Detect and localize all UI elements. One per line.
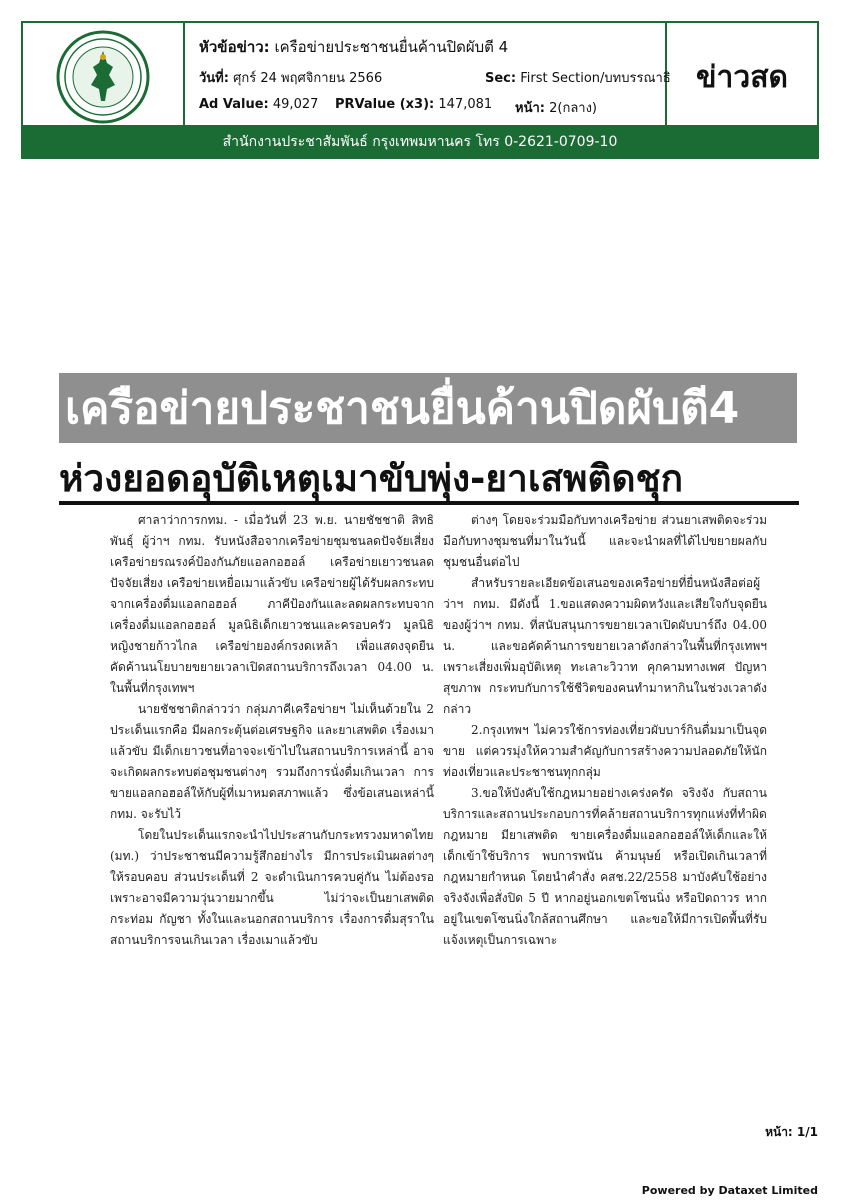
source-tag: ข่าวสด	[696, 59, 788, 95]
date-row: วันที่: ศุกร์ 24 พฤศจิกายน 2566	[199, 71, 383, 86]
article-column-right	[443, 510, 767, 951]
powered-by: Powered by Dataxet Limited	[641, 1184, 818, 1197]
paragraph: ศาลาว่าการกทม. - เมื่อวันที่ 23 พ.ย. นายชัชชาติ สิทธิพันธุ์ ผู้ว่าฯ กทม. รับหนังสือจากเครือข่ายชุมชนลดปัจจัยเสี่ยง เครือข่ายรณรงค์ป้องกันภัยแอลกอฮอล์ เครือข่ายเยาวชนลดปัจจัยเสี่ยง เครือข่ายเหยื่อเมาแล้วขับ เครือข่ายผู้ได้รับผลกระทบจากเครื่องดื่มแอลกอฮอล์ ภาคีป้องกันและลดผลกระทบจากเครื่องดื่มแอลกอฮอล์ มูลนิธิเด็กเยาวชนและครอบครัว มูลนิธิหญิงชายก้าวไกล เครือข่ายองค์กรงดเหล้า เพื่อแสดงจุดยืนคัดค้านนโยบายขยายเวลาเปิดสถานบริการถึงเวลา 04.00 น. ในพื้นที่กรุงเทพฯ	[110, 513, 434, 695]
office-bar: สำนักงานประชาสัมพันธ์ กรุงเทพมหานคร โทร 0-2621-0709-10	[21, 125, 819, 159]
clipping-header	[21, 21, 819, 133]
paragraph: โดยในประเด็นแรกจะนำไปประสานกับกระทรวงมหาดไทย (มท.) ว่าประชาชนมีความรู้สึกอย่างไร มีการประเมินผลต่างๆ ให้รอบคอบ ส่วนประเด็นที่ 2 จะดำเนินการควบคู่กัน ไม่ต้องรอ เพราะอาจมีความวุ่นวายมากขึ้น ไม่ว่าจะเป็นยาเสพติด กระท่อม กัญชา ทั้งในและนอกสถานบริการ เรื่องการดื่มสุราในสถานบริการจนเกินเวลา เรื่องเมาแล้วขับ	[110, 828, 434, 947]
headline-secondary: ห่วงยอดอุบัติเหตุเมาขับพุ่ง-ยาเสพติดชุก	[59, 449, 799, 505]
clipping-info	[185, 23, 671, 131]
section-row: Sec: First Section/บทบรรณาธิ	[485, 71, 671, 86]
paragraph: นายชัชชาติกล่าวว่า กลุ่มภาคีเครือข่ายฯ ไม่เห็นด้วยใน 2 ประเด็นแรกคือ มีผลกระตุ้นต่อเศรษฐกิจ และยาเสพติด เรื่องเมาแล้วขับ มีเด็กเยาวชนที่อาจจะเข้าไปในสถานบริการเหล่านี้ อาจจะเกิดผลกระทบต่อชุมชนต่างๆ รวมถึงการนั่งดื่มเกินเวลา การขายแอลกอฮอล์ให้กับผู้ที่เมาหมดสภาพแล้ว ซึ่งข้อเสนอเหล่านี้ กทม. จะรับไว้	[110, 702, 434, 821]
paragraph: ต่างๆ โดยจะร่วมมือกับทางเครือข่าย ส่วนยาเสพติดจะร่วมมือกับทางชุมชนที่มาในวันนี้ และจะนำผลที่ได้ไปขยายผลกับชุมชนอื่นต่อไป	[443, 513, 767, 569]
article-column-left	[110, 510, 434, 951]
paragraph: สำหรับรายละเอียดข้อเสนอของเครือข่ายที่ยื่นหนังสือต่อผู้ว่าฯ กทม. มีดังนี้ 1.ขอแสดงความผิดหวังและเสียใจกับจุดยืนของผู้ว่าฯ กทม. ที่สนับสนุนการขยายเวลาเปิดผับบาร์ถึง 04.00 น. และขอคัดค้านการขยายเวลาดังกล่าวในพื้นที่กรุงเทพฯ เพราะเสี่ยงเพิ่มอุบัติเหตุ ทะเลาะวิวาท คุกคามทางเพศ ปัญหาสุขภาพ กระทบกับการใช้ชีวิตของคนทำมาหากินในช่วงเวลาดังกล่าว	[443, 576, 767, 716]
page-row: หน้า: 2(กลาง)	[515, 101, 598, 116]
headline-row: หัวข้อข่าว: เครือข่ายประชาชนยื่นค้านปิดผับตี 4	[199, 38, 509, 56]
paragraph: 2.กรุงเทพฯ ไม่ควรใช้การท่องเที่ยวผับบาร์กินดื่มมาเป็นจุดขาย แต่ควรมุ่งให้ความสำคัญกับการสร้างความปลอดภัยให้นักท่องเที่ยวและประชาชนทุกกลุ่ม	[443, 723, 767, 779]
pr-value-row: PRValue (x3): 147,081	[335, 97, 493, 112]
seal-icon	[55, 29, 151, 125]
page-count: หน้า: 1/1	[765, 1125, 818, 1139]
headline-primary: เครือข่ายประชาชนยื่นค้านปิดผับตี4	[59, 373, 797, 443]
ad-value-row: Ad Value: 49,027	[199, 97, 319, 112]
paragraph: 3.ขอให้บังคับใช้กฎหมายอย่างเคร่งครัด จริงจัง กับสถานบริการและสถานประกอบการที่คล้ายสถานบริการทุกแห่งที่ทำผิดกฎหมาย มียาเสพติด ขายเครื่องดื่มแอลกอฮอล์ให้เด็กและให้เด็กเข้าใช้บริการ พบการพนัน ค้ามนุษย์ หรือเปิดเกินเวลาที่กฎหมายกำหนด โดยนำคำสั่ง คสช.22/2558 มาบังคับใช้อย่างจริงจังเพื่อสั่งปิด 5 ปี หากอยู่นอกเขตโซนนิ่ง หรือปิดถาวร หากอยู่ในเขตโซนนิ่งใกล้สถานศึกษา และขอให้มีการเปิดพื้นที่รับแจ้งเหตุเป็นการเฉพาะ	[443, 786, 767, 947]
bma-seal-logo	[23, 23, 185, 131]
